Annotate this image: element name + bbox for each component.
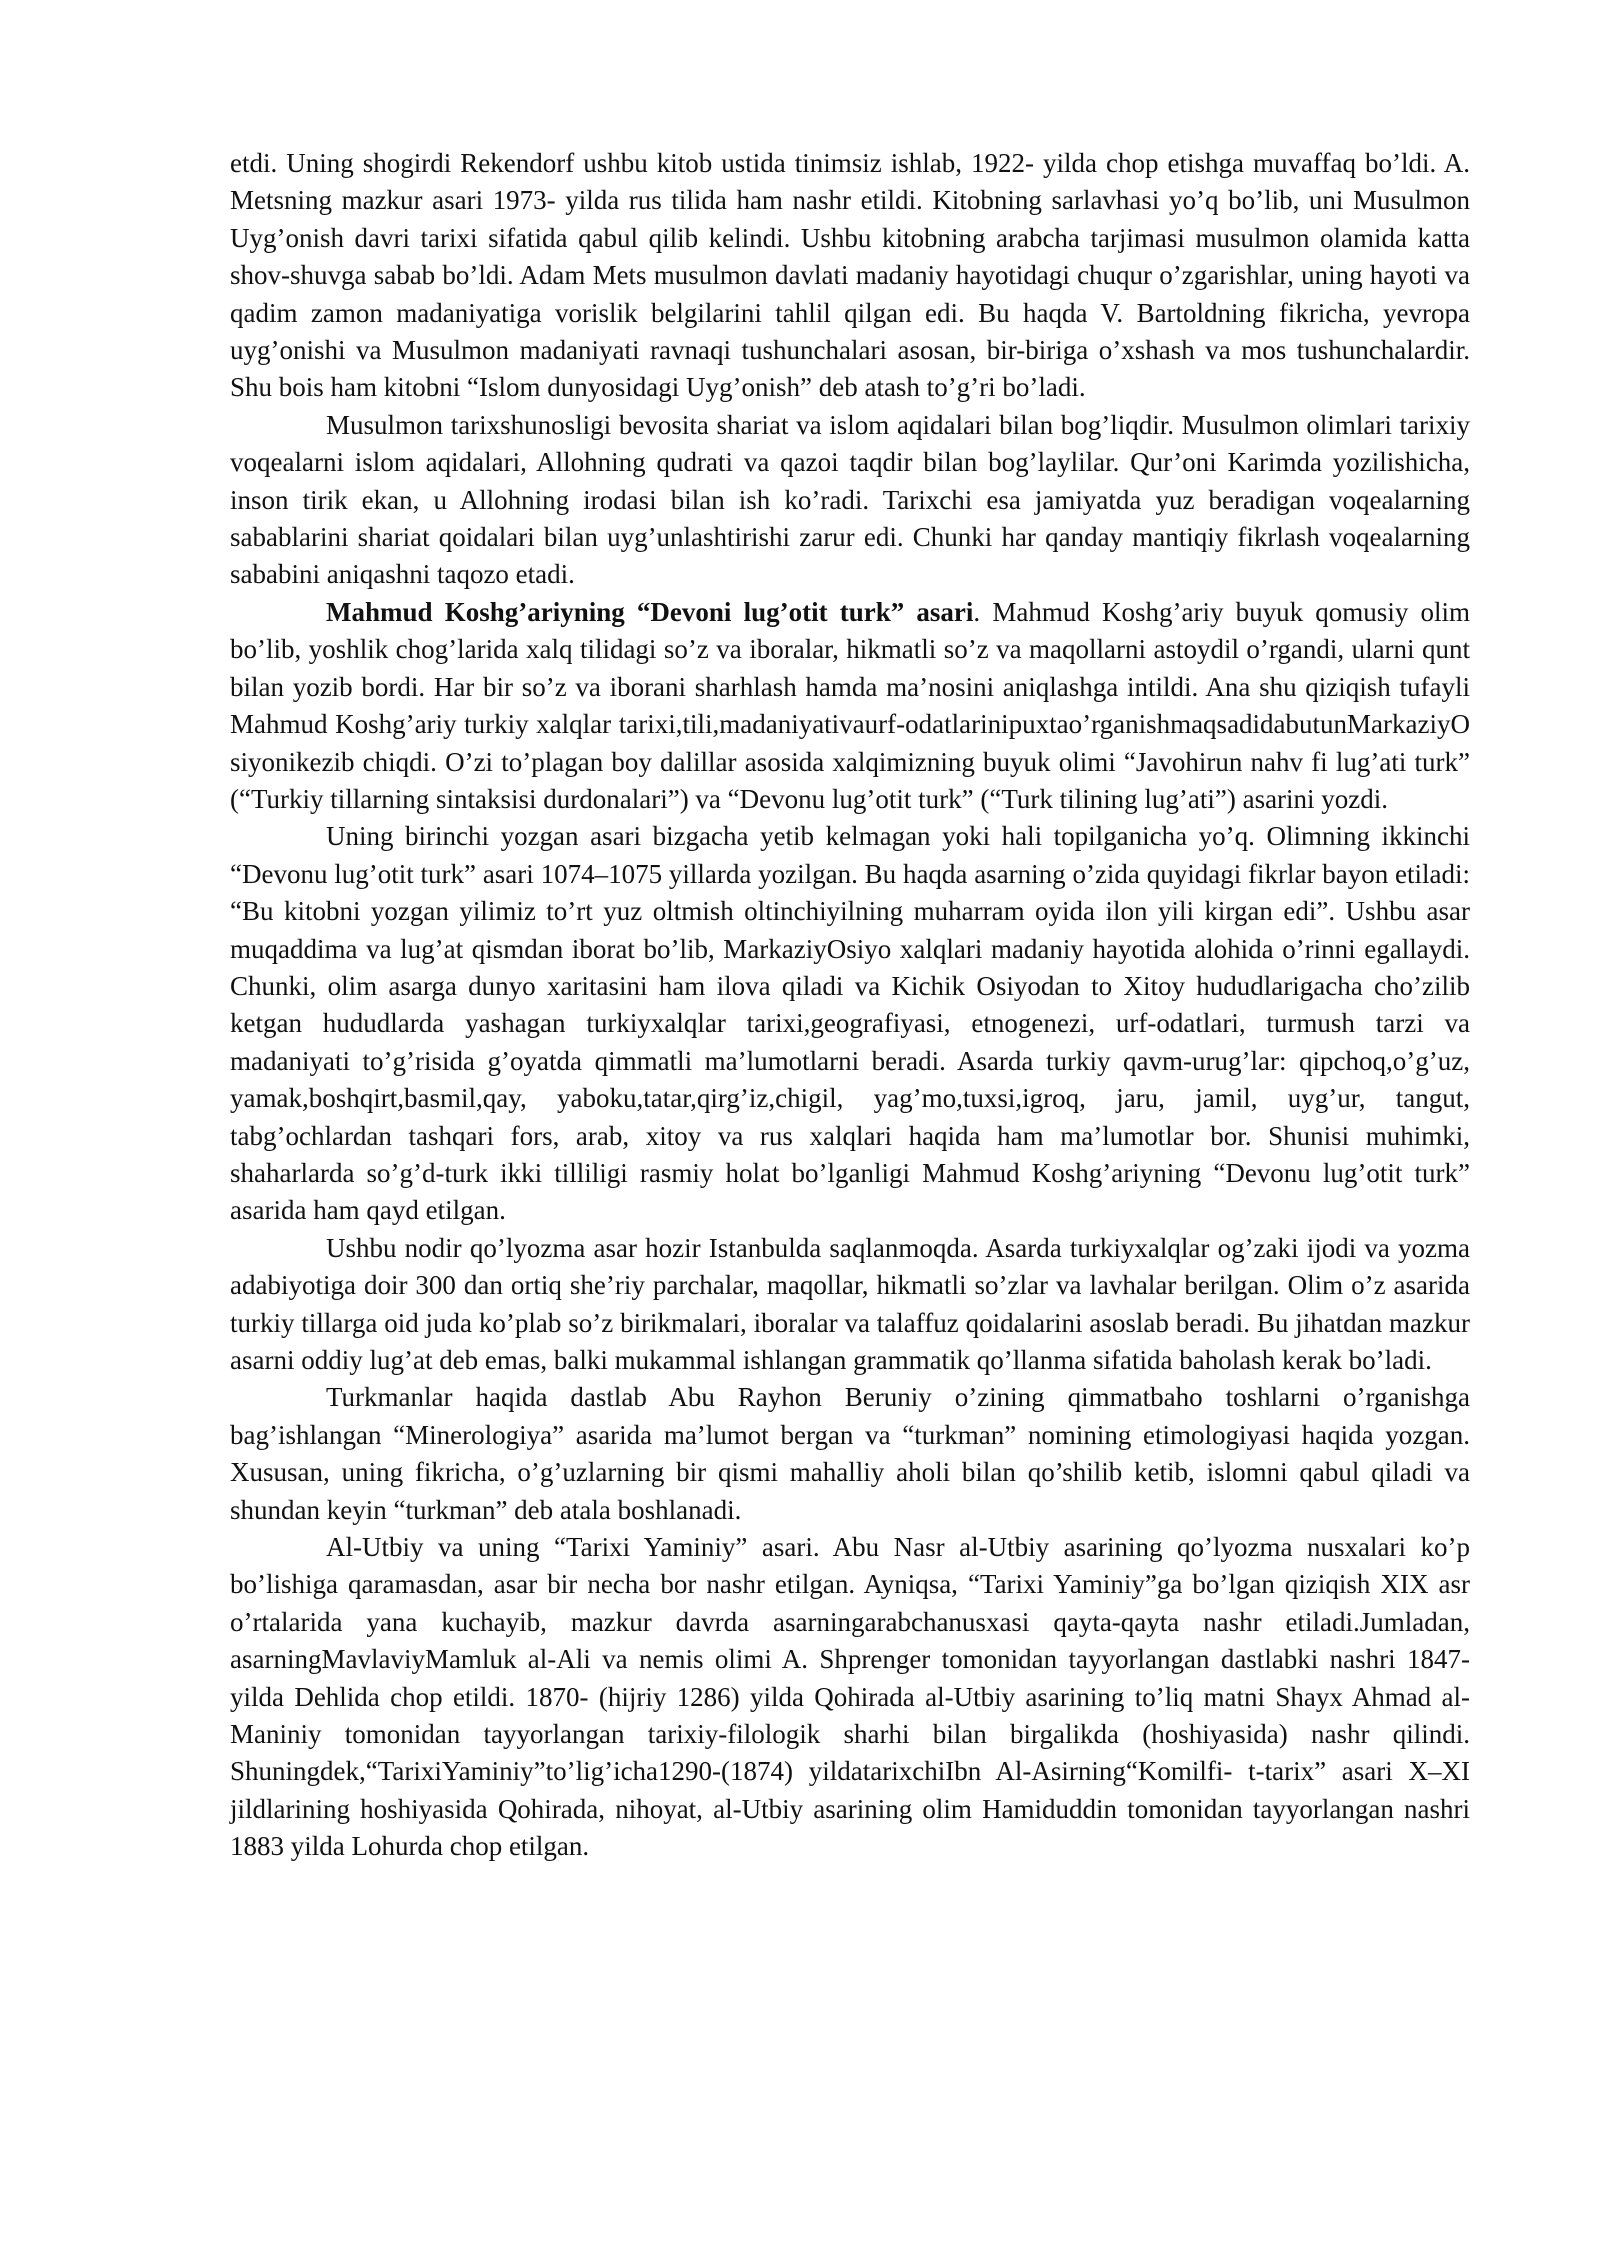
- paragraph-6: Turkmanlar haqida dastlab Abu Rayhon Beruniy o’zining qimmatbaho toshlarni o’rganishga bag’ishlangan “Minerologiya” asarida ma’lumot bergan va “turkman” nomining etimologiyasi haqida yozgan. Xususan, uning fikricha, o’g’uzlarning bir qismi mahalliy aholi bilan qo’shilib ketib, islomni qabul qiladi va shundan keyin “turkman” deb atala boshlanadi.: [230, 1382, 1470, 1525]
- document-body: [230, 145, 1470, 1866]
- paragraph-3-text-b: tarixi,tili,madaniyativaurf-odatlarinipuxtao’rganishmaqsadidabutunMarkaziyOsiyonikezib: [230, 709, 1470, 777]
- paragraph-3-text-a: . Mahmud Koshg’ariy buyuk qomusiy olim bo’lib, yoshlik chog’larida xalq tilidagi so’z va iboralar, hikmatli so’z va maqollarni astoydil o’rgandi, ularni qunt bilan yozib bordi. Har bir so’z va iborani sharhlash hamda ma’nosini aniqlashga intildi. Ana shu qiziqish tufayli Mahmud Koshg’ariy turkiy xalqlar: [230, 596, 1470, 740]
- paragraph-1: etdi. Uning shogirdi Rekendorf ushbu kitob ustida tinimsiz ishlab, 1922- yilda chop etishga muvaffaq bo’ldi. A. Metsning mazkur asari 1973- yilda rus tilida ham nashr etildi. Kitobning sarlavhasi yo’q bo’lib, uni Musulmon Uyg’onish davri tarixi sifatida qabul qilib kelindi. Ushbu kitobning arabcha tarjimasi musulmon olamida katta shov-shuvga sabab bo’ldi. Adam Mets musulmon davlati madaniy hayotidagi chuqur o’zgarishlar, uning hayoti va qadim zamon madaniyatiga vorislik belgilarini tahlil qilgan edi. Bu haqda V. Bartoldning fikricha, yevropa uyg’onishi va Musulmon madaniyati ravnaqi tushunchalari asosan, bir-biriga o’xshash va mos tushunchalardir. Shu bois ham kitobni “Islom dunyosidagi Uyg’onish” deb atash to’g’ri bo’ladi.: [230, 148, 1470, 403]
- paragraph-2: Musulmon tarixshunosligi bevosita shariat va islom aqidalari bilan bog’liqdir. Musulmon olimlari tarixiy voqealarni islom aqidalari, Allohning qudrati va qazoi taqdir bilan bog’laylilar. Qur’oni Karimda yozilishicha, inson tirik ekan, u Allohning irodasi bilan ish ko’radi. Tarixchi esa jamiyatda yuz beradigan voqealarning sabablarini shariat qoidalari bilan uyg’unlashtirishi zarur edi. Chunki har qanday mantiqiy fikrlash voqealarning sababini aniqashni taqozo etadi.: [230, 409, 1470, 590]
- section-heading-mahmud-koshgariy: Mahmud Koshg’ariyning “Devoni lug’otit turk” asari: [326, 596, 974, 627]
- paragraph-3-text-c: chiqdi. O’zi to’plagan boy dalillar asosida xalqimizning buyuk olimi “Javohirun nahv fi lug’ati turk” (“Turkiy tillarning sintaksisi durdonalari”) va “Devonu lug’otit turk” (“Turk tilining lug’ati”) asarini yozdi.: [230, 746, 1470, 814]
- paragraph-7: Al-Utbiy va uning “Tarixi Yaminiy” asari. Abu Nasr al-Utbiy asarining qo’lyozma nusxalari ko’p bo’lishiga qaramasdan, asar bir necha bor nashr etilgan. Ayniqsa, “Tarixi Yaminiy”ga bo’lgan qiziqish XIX asr o’rtalarida yana kuchayib, mazkur davrda asarningarabchanusxasi qayta-qayta nashr etiladi.Jumladan, asarningMavlaviyMamluk al-Ali va nemis olimi A. Shprenger tomonidan tayyorlangan dastlabki nashri 1847- yilda Dehlida chop etildi. 1870- (hijriy 1286) yilda Qohirada al-Utbiy asarining to’liq matni Shayx Ahmad al-Maniniy tomonidan tayyorlangan tarixiy-filologik sharhi bilan birgalikda (hoshiyasida) nashr qilindi. Shuningdek,“TarixiYaminiy”to’lig’icha1290-(1874) yildatarixchiIbn Al-Asirning“Komilfi- t-tarix” asari X–XI jildlarining hoshiyasida Qohirada, nihoyat, al-Utbiy asarining olim Hamiduddin tomonidan tayyorlangan nashri 1883 yilda Lohurda chop etilgan.: [230, 1532, 1470, 1862]
- paragraph-3: [230, 594, 1470, 818]
- paragraph-4: Uning birinchi yozgan asari bizgacha yetib kelmagan yoki hali topilganicha yo’q. Olimning ikkinchi “Devonu lug’otit turk” asari 1074–1075 yillarda yozilgan. Bu haqda asarning o’zida quyidagi fikrlar bayon etiladi: “Bu kitobni yozgan yilimiz to’rt yuz oltmish oltinchiyilning muharram oyida ilon yili kirgan edi”. Ushbu asar muqaddima va lug’at qismdan iborat bo’lib, MarkaziyOsiyo xalqlari madaniy hayotida alohida o’rinni egallaydi. Chunki, olim asarga dunyo xaritasini ham ilova qiladi va Kichik Osiyodan to Xitoy hududlarigacha cho’zilib ketgan hududlarda yashagan turkiyxalqlar tarixi,geografiyasi, etnogenezi, urf-odatlari, turmush tarzi va madaniyati to’g’risida g’oyatda qimmatli ma’lumotlarni beradi. Asarda turkiy qavm-urug’lar: qipchoq,o’g’uz, yamak,boshqirt,basmil,qay, yaboku,tatar,qirg’iz,chigil, yag’mo,tuxsi,igroq, jaru, jamil, uyg’ur, tangut, tabg’ochlardan tashqari fors, arab, xitoy va rus xalqlari haqida ham ma’lumotlar bor. Shunisi muhimki, shaharlarda so’g’d-turk ikki tilliligi rasmiy holat bo’lganligi Mahmud Koshg’ariyning “Devonu lug’otit turk” asarida ham qayd etilgan.: [230, 821, 1470, 1226]
- paragraph-5: Ushbu nodir qo’lyozma asar hozir Istanbulda saqlanmoqda. Asarda turkiyxalqlar og’zaki ijodi va yozma adabiyotiga doir 300 dan ortiq she’riy parchalar, maqollar, hikmatli so’zlar va lavhalar berilgan. Olim o’z asarida turkiy tillarga oid juda ko’plab so’z birikmalari, iboralar va talaffuz qoidalarini asoslab beradi. Bu jihatdan mazkur asarni oddiy lug’at deb emas, balki mukammal ishlangan grammatik qo’llanma sifatida baholash kerak bo’ladi.: [230, 1232, 1470, 1375]
